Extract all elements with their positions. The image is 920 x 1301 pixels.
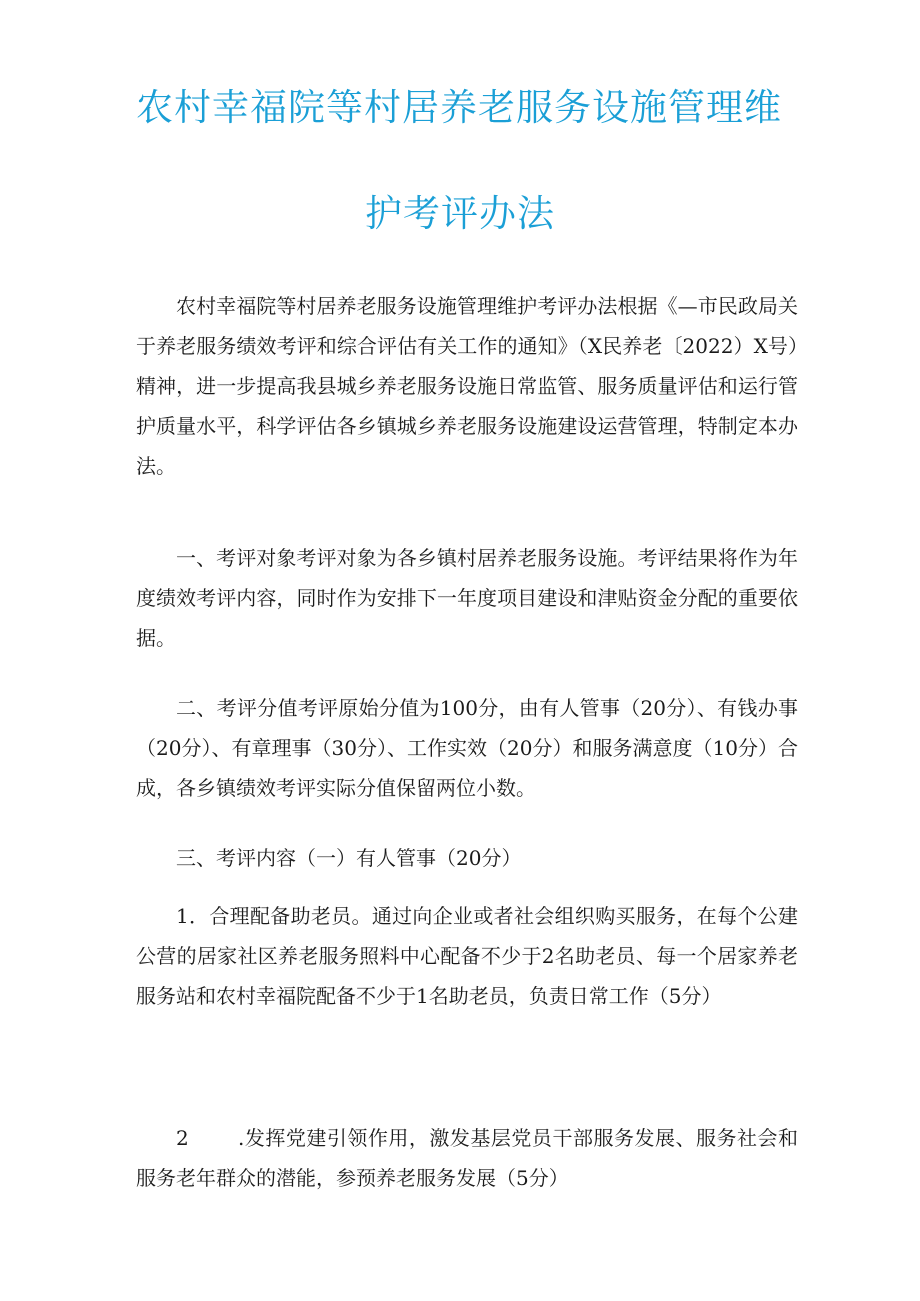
paragraph-intro: 农村幸福院等村居养老服务设施管理维护考评办法根据《—市民政局关于养老服务绩效考评和综合评估有关工作的通知》（X民养老〔2022）X号）精神，进一步提高我县城乡养老服务设施日常监管、服务质量评估和运行管护质量水平，科学评估各乡镇城乡养老服务设施建设运营管理，特制定本办法。 <box>136 294 798 478</box>
paragraph-section-1: 一、考评对象考评对象为各乡镇村居养老服务设施。考评结果将作为年度绩效考评内容，同时作为安排下一年度项目建设和津贴资金分配的重要依据。 <box>136 546 798 650</box>
paragraph-item-2 <box>136 1118 798 1198</box>
item-2-number: 2 <box>176 1126 189 1150</box>
document-title-line-2: 护考评办法 <box>365 192 555 235</box>
paragraph-section-2: 二、考评分值考评原始分值为100分，由有人管事（20分）、有钱办事（20分）、有章理事（30分）、工作实效（20分）和服务满意度（10分）合成，各乡镇绩效考评实际分值保留两位小数。 <box>136 696 798 800</box>
paragraph-item-1: 1．合理配备助老员。通过向企业或者社会组织购买服务，在每个公建公营的居家社区养老服务照料中心配备不少于2名助老员、每一个居家养老服务站和农村幸福院配备不少于1名助老员，负责日常工作（5分） <box>136 904 798 1008</box>
item-2-text: .发挥党建引领作用，激发基层党员干部服务发展、服务社会和服务老年群众的潜能，参预养老服务发展（5分） <box>136 1126 798 1190</box>
document-title-line-1: 农村幸福院等村居养老服务设施管理维 <box>136 86 782 129</box>
paragraph-section-3-heading: 三、考评内容（一）有人管事（20分） <box>176 846 522 870</box>
